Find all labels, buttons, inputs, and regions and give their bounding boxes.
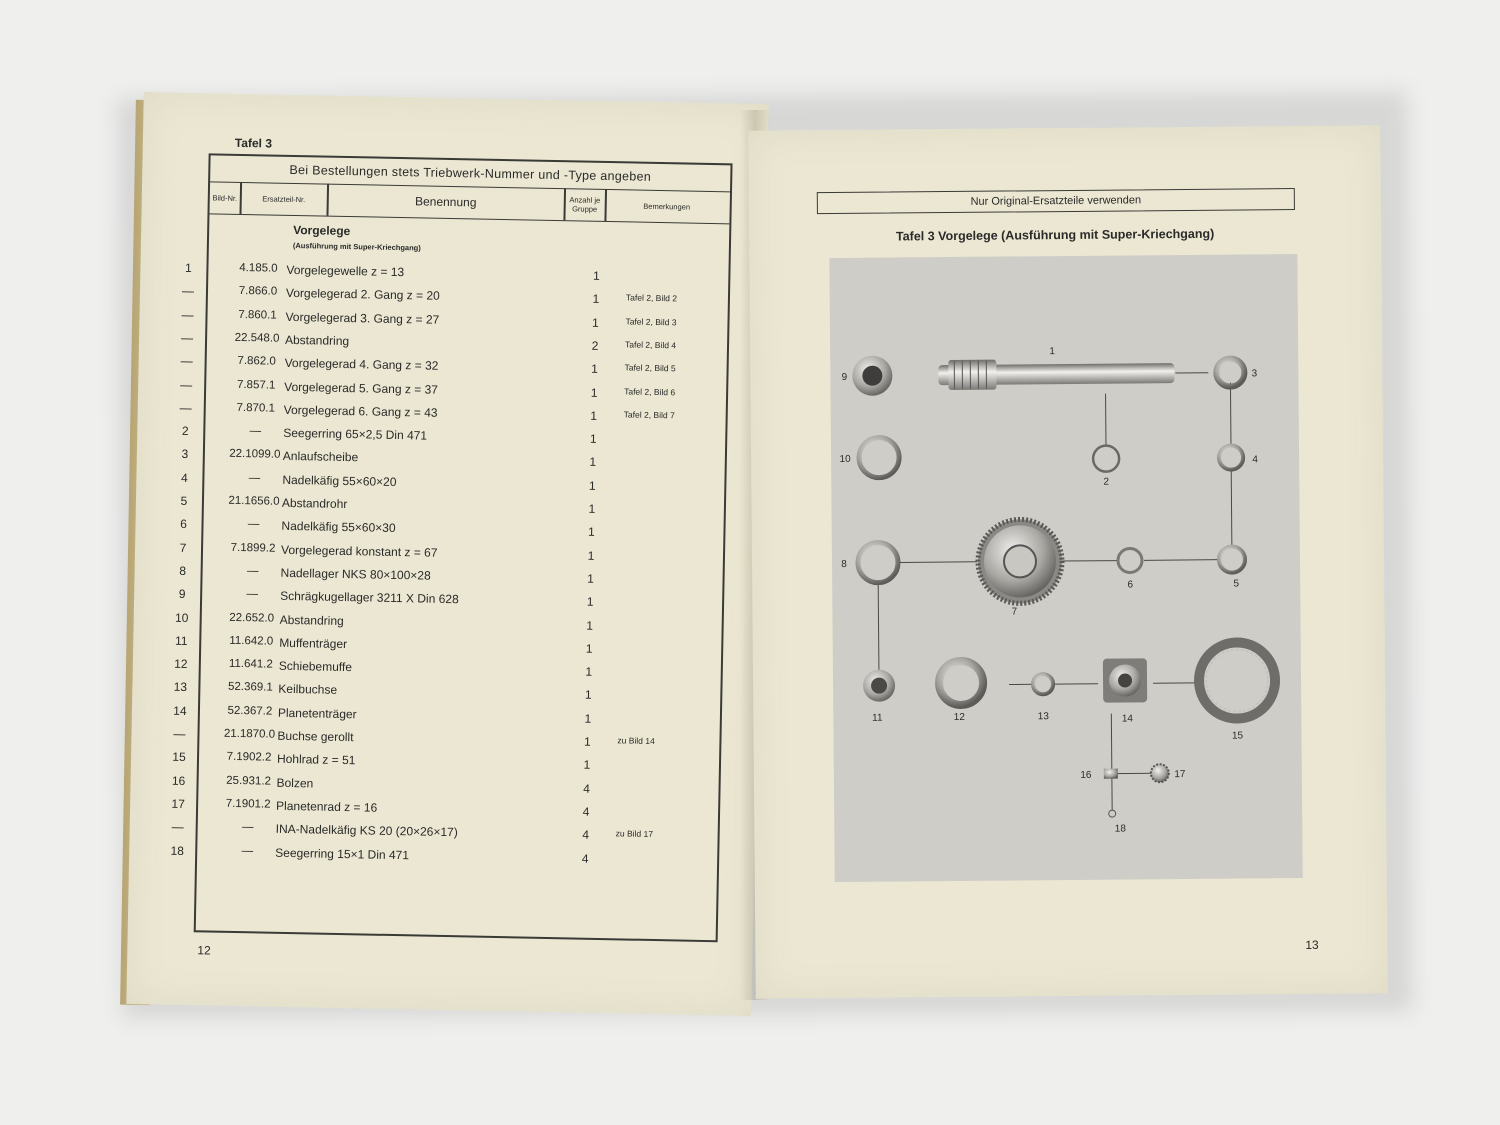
tafel-label: Tafel 3 bbox=[234, 135, 273, 151]
row-bild: 18 bbox=[170, 843, 185, 858]
row-ersatzteil-nr: 4.185.0 bbox=[239, 261, 278, 275]
row-anzahl: 1 bbox=[592, 268, 600, 283]
row-anzahl: 4 bbox=[583, 781, 591, 796]
row-anzahl: 1 bbox=[586, 618, 594, 633]
row-bild: — bbox=[180, 377, 193, 392]
row-bild: 15 bbox=[172, 750, 186, 765]
row-benennung: Nadellager NKS 80×100×28 bbox=[280, 565, 431, 583]
row-anzahl: 1 bbox=[585, 664, 593, 679]
label-14: 14 bbox=[1121, 713, 1133, 725]
header-bild: Bild-Nr. bbox=[212, 192, 238, 203]
original-parts-banner: Nur Original-Ersatzteile verwenden bbox=[817, 188, 1295, 214]
row-ersatzteil-nr: — bbox=[246, 565, 259, 578]
row-bild: 11 bbox=[174, 633, 188, 648]
label-10: 10 bbox=[839, 453, 851, 465]
row-bild: 13 bbox=[173, 680, 188, 695]
row-ersatzteil-nr: 22.652.0 bbox=[229, 611, 275, 625]
part-7-gear bbox=[978, 519, 1063, 604]
row-bild: 4 bbox=[180, 470, 188, 485]
label-9: 9 bbox=[841, 371, 848, 383]
header-ersatzteil: Ersatzteil-Nr. bbox=[262, 193, 306, 204]
row-anzahl: 2 bbox=[591, 338, 599, 353]
part-1-shaft bbox=[938, 358, 1174, 390]
order-banner: Bei Bestellungen stets Triebwerk-Nummer und -Type angeben bbox=[210, 155, 730, 192]
row-bild: 6 bbox=[180, 517, 188, 532]
row-anzahl: 1 bbox=[592, 292, 600, 307]
row-bemerkung: Tafel 2, Bild 2 bbox=[625, 292, 678, 304]
exploded-parts-photo bbox=[829, 254, 1302, 882]
row-anzahl: 4 bbox=[581, 851, 589, 866]
row-benennung: Planetenträger bbox=[277, 705, 357, 721]
row-bild: 9 bbox=[178, 587, 186, 602]
row-benennung: Seegerring 15×1 Din 471 bbox=[275, 845, 410, 862]
row-ersatzteil-nr: 52.367.2 bbox=[227, 704, 273, 718]
row-ersatzteil-nr: 11.641.2 bbox=[228, 657, 273, 671]
header-benennung: Benennung bbox=[414, 193, 477, 209]
row-benennung: INA-Nadelkäfig KS 20 (20×26×17) bbox=[275, 821, 458, 840]
row-bild: — bbox=[181, 307, 194, 322]
row-ersatzteil-nr: — bbox=[246, 588, 259, 601]
label-16: 16 bbox=[1080, 769, 1092, 781]
row-bemerkung: Tafel 2, Bild 5 bbox=[624, 362, 676, 374]
row-benennung: Abstandring bbox=[279, 612, 344, 628]
row-benennung: Nadelkäfig 55×60×30 bbox=[281, 519, 396, 536]
row-benennung: Abstandring bbox=[284, 332, 350, 348]
part-14-carrier bbox=[1103, 658, 1147, 702]
row-ersatzteil-nr: 25.931.2 bbox=[226, 774, 272, 788]
row-benennung: Abstandrohr bbox=[281, 495, 348, 512]
row-anzahl: 1 bbox=[591, 361, 599, 377]
row-bild: — bbox=[171, 819, 184, 835]
row-ersatzteil-nr: 52.369.1 bbox=[227, 681, 273, 695]
label-4: 4 bbox=[1252, 454, 1258, 466]
row-ersatzteil-nr: 22.1099.0 bbox=[229, 448, 281, 462]
row-benennung: Vorgelegerad 6. Gang z = 43 bbox=[283, 402, 438, 420]
row-benennung: Buchse gerollt bbox=[277, 728, 354, 745]
row-anzahl: 1 bbox=[584, 711, 592, 726]
row-ersatzteil-nr: — bbox=[248, 471, 261, 485]
row-bild: 7 bbox=[179, 540, 187, 555]
row-ersatzteil-nr: 7.857.1 bbox=[236, 378, 276, 392]
label-15: 15 bbox=[1231, 730, 1244, 742]
row-bild: — bbox=[173, 726, 186, 742]
label-18: 18 bbox=[1114, 823, 1126, 835]
row-ersatzteil-nr: 7.860.1 bbox=[238, 308, 277, 322]
label-2: 2 bbox=[1103, 476, 1110, 488]
row-ersatzteil-nr: 7.1902.2 bbox=[226, 751, 272, 764]
label-5: 5 bbox=[1233, 578, 1240, 590]
row-bild: 3 bbox=[181, 447, 189, 462]
label-12: 12 bbox=[953, 711, 965, 724]
row-bild: 10 bbox=[174, 610, 189, 625]
row-bemerkung: zu Bild 17 bbox=[615, 828, 654, 840]
part-9-bearing bbox=[852, 356, 892, 396]
row-bild: — bbox=[180, 330, 194, 345]
row-anzahl: 1 bbox=[588, 501, 596, 516]
row-anzahl: 1 bbox=[587, 524, 595, 540]
row-ersatzteil-nr: — bbox=[241, 844, 254, 857]
row-ersatzteil-nr: 7.1901.2 bbox=[225, 797, 271, 811]
row-ersatzteil-nr: — bbox=[241, 821, 254, 834]
row-ersatzteil-nr: 7.1899.2 bbox=[230, 541, 276, 555]
row-bild: 17 bbox=[171, 796, 185, 811]
parts-diagram bbox=[829, 254, 1302, 882]
row-anzahl: 1 bbox=[586, 594, 594, 609]
label-17: 17 bbox=[1174, 768, 1186, 781]
row-bemerkung: Tafel 2, Bild 4 bbox=[624, 339, 677, 351]
row-anzahl: 1 bbox=[591, 315, 599, 330]
row-bild: 12 bbox=[174, 656, 188, 672]
row-benennung: Anlaufscheibe bbox=[282, 449, 359, 465]
row-anzahl: 1 bbox=[584, 688, 592, 703]
label-11: 11 bbox=[872, 712, 883, 724]
header-anzahl: Anzahl je Gruppe bbox=[569, 195, 601, 214]
row-anzahl: 1 bbox=[589, 431, 597, 446]
row-benennung: Seegerring 65×2,5 Din 471 bbox=[283, 425, 428, 443]
row-benennung: Vorgelegerad 4. Gang z = 32 bbox=[284, 356, 439, 373]
row-bild: 8 bbox=[179, 563, 187, 578]
row-anzahl: 1 bbox=[583, 757, 591, 773]
row-anzahl: 4 bbox=[582, 827, 590, 842]
label-3: 3 bbox=[1251, 368, 1258, 380]
label-13: 13 bbox=[1037, 711, 1049, 723]
row-bemerkung: Tafel 2, Bild 7 bbox=[623, 409, 675, 421]
row-ersatzteil-nr: 22.548.0 bbox=[234, 331, 280, 345]
row-anzahl: 1 bbox=[589, 455, 597, 470]
page-number-left: 12 bbox=[197, 943, 211, 958]
row-bemerkung: zu Bild 14 bbox=[617, 735, 655, 747]
group-subtitle: (Ausführung mit Super-Kriechgang) bbox=[292, 240, 421, 253]
label-1: 1 bbox=[1049, 346, 1055, 358]
row-benennung: Nadelkäfig 55×60×20 bbox=[282, 472, 397, 489]
group-title: Vorgelege bbox=[293, 222, 351, 239]
page-number-right: 13 bbox=[1305, 937, 1319, 952]
row-benennung: Hohlrad z = 51 bbox=[276, 752, 356, 768]
row-ersatzteil-nr: 7.870.1 bbox=[236, 401, 276, 415]
row-bemerkung: Tafel 2, Bild 6 bbox=[624, 385, 676, 397]
label-7: 7 bbox=[1011, 606, 1018, 618]
right-page bbox=[748, 125, 1388, 998]
row-anzahl: 4 bbox=[582, 804, 590, 819]
row-ersatzteil-nr: 7.862.0 bbox=[237, 355, 276, 368]
label-6: 6 bbox=[1127, 579, 1134, 591]
row-ersatzteil-nr: 21.1656.0 bbox=[228, 494, 280, 508]
row-ersatzteil-nr: — bbox=[249, 425, 262, 438]
row-anzahl: 1 bbox=[590, 408, 598, 423]
row-benennung: Schrägkugellager 3211 X Din 628 bbox=[280, 588, 459, 607]
row-benennung: Muffenträger bbox=[279, 635, 348, 651]
row-bild: 14 bbox=[173, 703, 187, 718]
row-anzahl: 1 bbox=[587, 548, 595, 563]
header-bemerkungen: Bemerkungen bbox=[643, 201, 691, 212]
row-bild: 5 bbox=[180, 493, 188, 508]
row-benennung: Vorgelegewelle z = 13 bbox=[286, 262, 405, 280]
row-benennung: Bolzen bbox=[276, 775, 314, 791]
row-benennung: Vorgelegerad konstant z = 67 bbox=[280, 542, 438, 560]
row-bild: 1 bbox=[184, 260, 192, 276]
row-bild: — bbox=[181, 284, 195, 299]
row-bemerkung: Tafel 2, Bild 3 bbox=[625, 315, 677, 327]
row-anzahl: 1 bbox=[590, 385, 598, 400]
row-benennung: Vorgelegerad 3. Gang z = 27 bbox=[285, 309, 440, 327]
row-benennung: Keilbuchse bbox=[278, 682, 338, 698]
left-page bbox=[126, 92, 768, 1016]
row-benennung: Vorgelegerad 5. Gang z = 37 bbox=[284, 379, 439, 397]
row-bild: — bbox=[179, 400, 192, 415]
row-anzahl: 1 bbox=[585, 641, 593, 656]
plate-title: Tafel 3 Vorgelege (Ausführung mit Super-Kriechgang) bbox=[895, 226, 1215, 244]
row-ersatzteil-nr: 11.642.0 bbox=[229, 634, 274, 648]
label-8: 8 bbox=[841, 558, 847, 570]
row-benennung: Planetenrad z = 16 bbox=[276, 798, 378, 815]
row-ersatzteil-nr: 7.866.0 bbox=[238, 285, 278, 298]
row-ersatzteil-nr: — bbox=[247, 518, 260, 531]
row-bild: 16 bbox=[171, 773, 186, 788]
row-anzahl: 1 bbox=[583, 734, 591, 749]
row-benennung: Vorgelegerad 2. Gang z = 20 bbox=[285, 286, 440, 304]
row-anzahl: 1 bbox=[587, 571, 595, 586]
row-benennung: Schiebemuffe bbox=[278, 658, 353, 675]
row-anzahl: 1 bbox=[588, 478, 596, 493]
row-bild: 2 bbox=[181, 423, 189, 439]
row-ersatzteil-nr: 21.1870.0 bbox=[223, 727, 276, 741]
row-bild: — bbox=[180, 354, 193, 369]
